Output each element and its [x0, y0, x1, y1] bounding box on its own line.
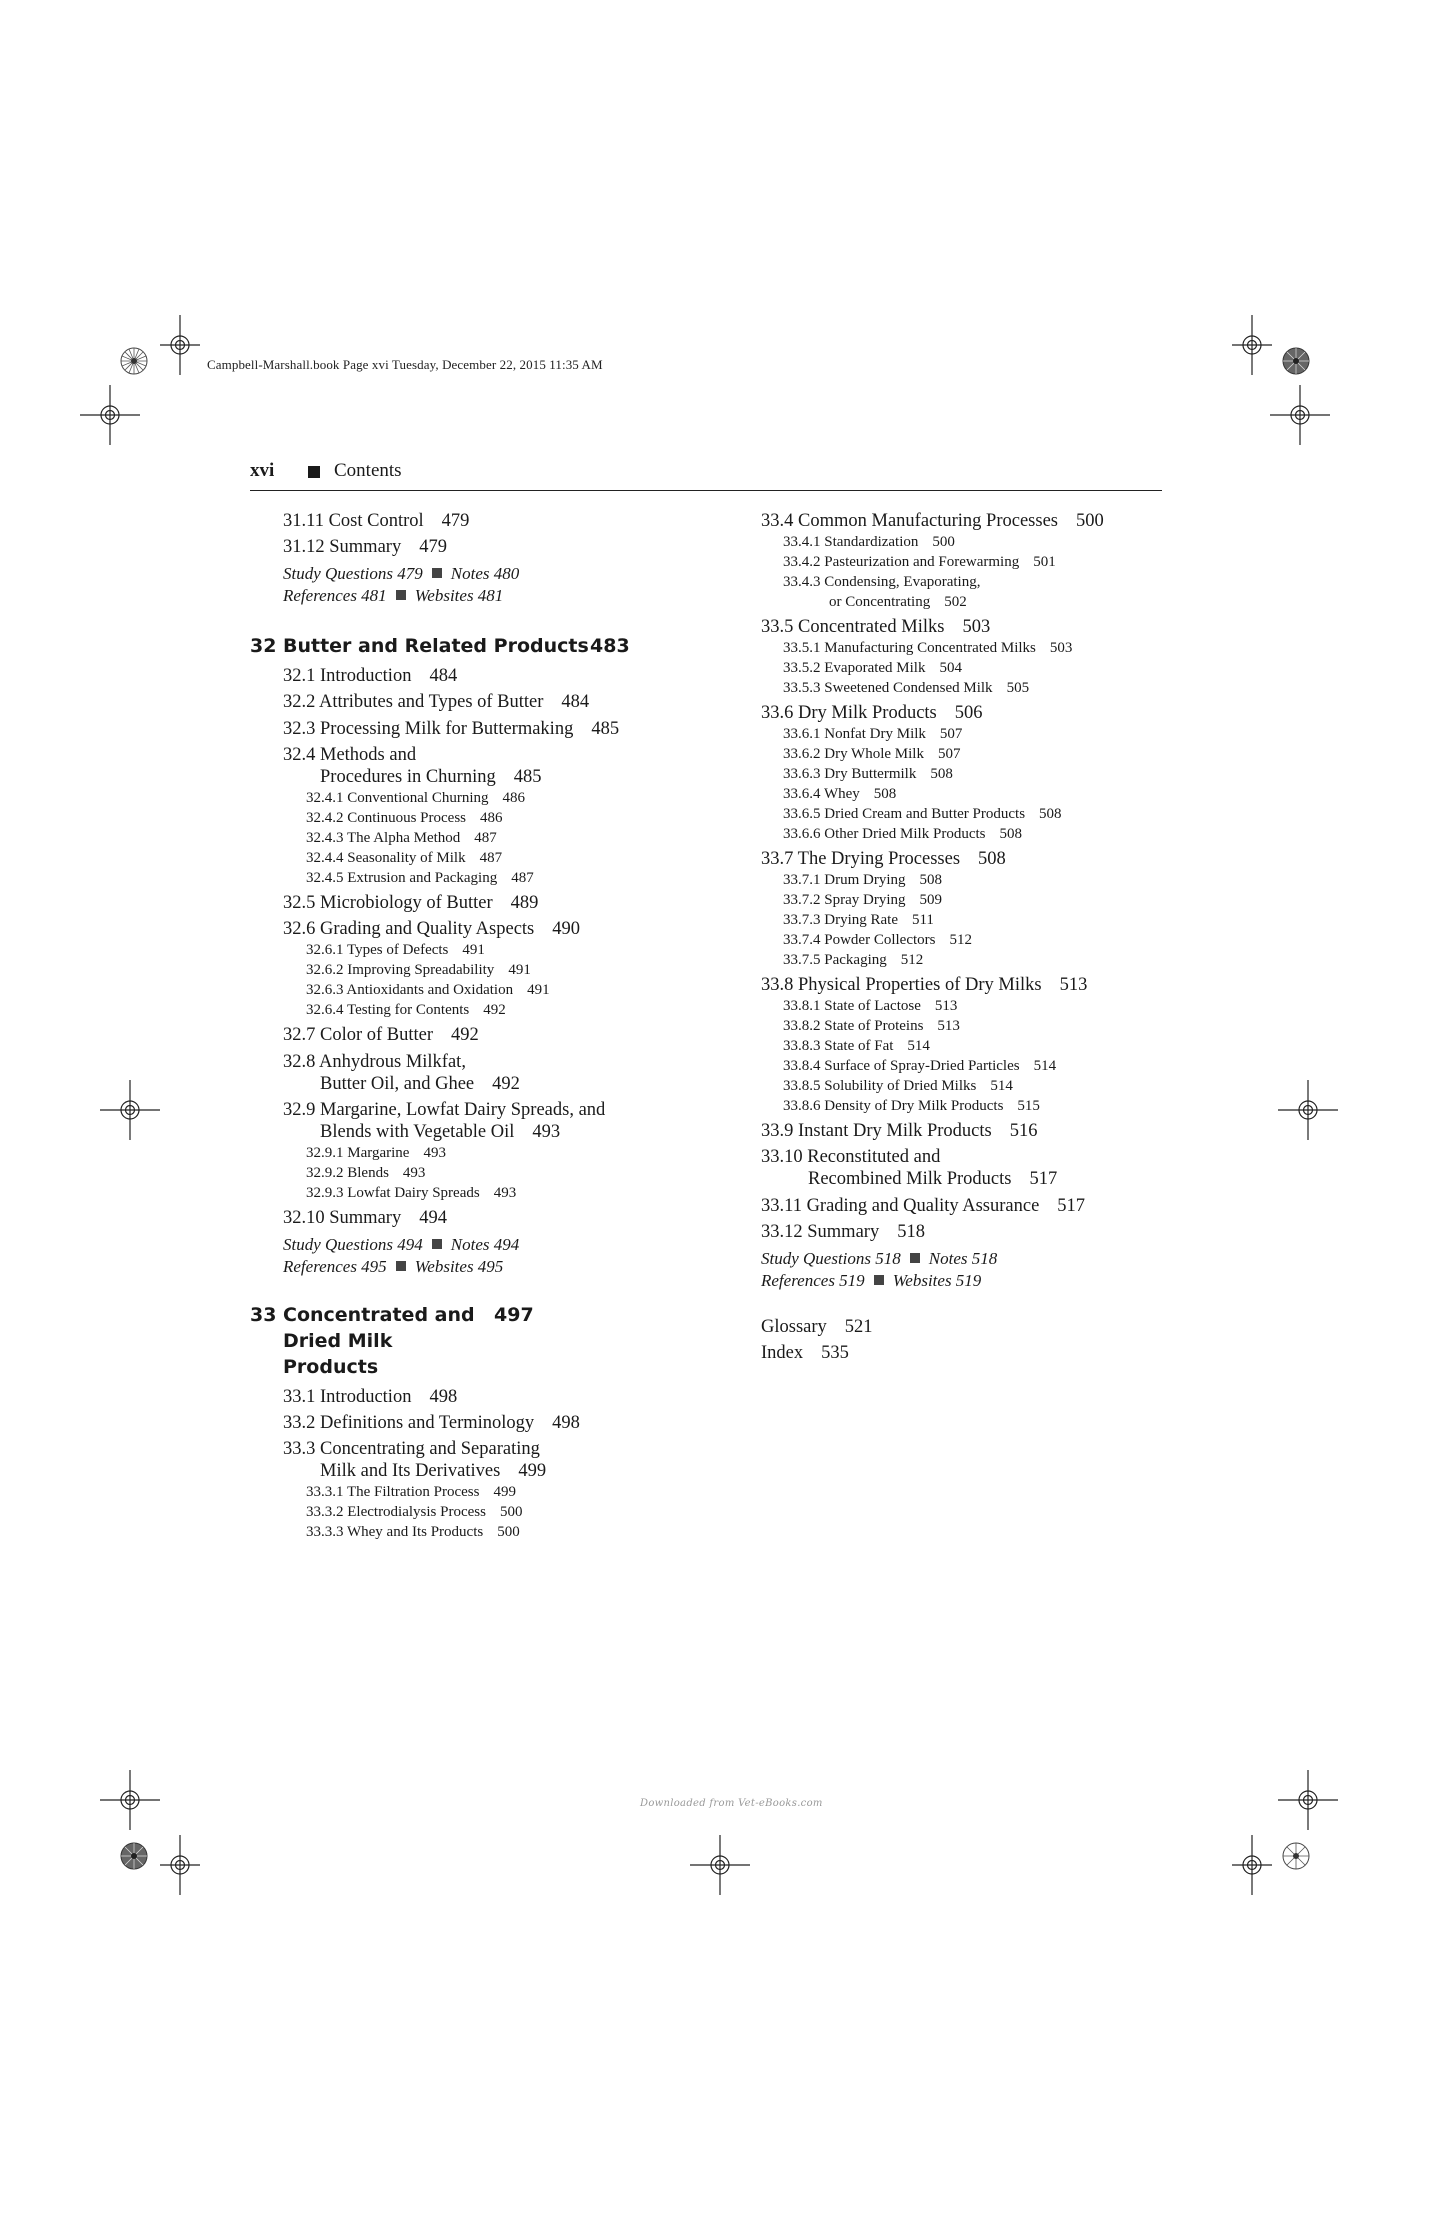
index-entry[interactable]: Index 535 — [761, 1342, 849, 1363]
toc-entry[interactable]: 33.6 Dry Milk Products 506 — [761, 703, 983, 723]
toc-subentry[interactable]: 32.4.5 Extrusion and Packaging 487 — [306, 869, 534, 886]
crosshair-mark-icon — [100, 1770, 160, 1830]
study-line: References 495 Websites 495 — [283, 1256, 504, 1276]
chapter-heading[interactable]: 33 Concentrated and Dried Milk Products 497 — [250, 1303, 534, 1378]
print-slug: Campbell-Marshall.book Page xvi Tuesday, December 22, 2015 11:35 AM — [207, 357, 603, 372]
toc-subentry[interactable]: 33.3.1 The Filtration Process 499 — [306, 1484, 516, 1501]
toc-subentry[interactable]: 33.5.3 Sweetened Condensed Milk 505 — [783, 680, 1030, 696]
study-line: Study Questions 518 Notes 518 — [761, 1248, 998, 1268]
registration-target-icon — [118, 345, 150, 377]
toc-entry[interactable]: 33.3 Concentrating and Separating Milk and Its Derivatives 499 — [283, 1439, 547, 1482]
page-folio: xvi — [250, 460, 275, 481]
registration-target-icon — [1280, 345, 1312, 377]
square-bullet-icon — [396, 1261, 406, 1271]
toc-subentry[interactable]: 33.4.1 Standardization 500 — [783, 534, 955, 550]
toc-subentry[interactable]: 32.4.1 Conventional Churning 486 — [306, 789, 525, 806]
study-line: Study Questions 479 Notes 480 — [283, 563, 520, 583]
toc-subentry[interactable]: 33.7.4 Powder Collectors 512 — [783, 932, 972, 948]
toc-subentry[interactable]: 33.6.6 Other Dried Milk Products 508 — [783, 826, 1022, 842]
toc-subentry[interactable]: 33.8.6 Density of Dry Milk Products 515 — [783, 1098, 1040, 1114]
toc-subentry[interactable]: 33.8.4 Surface of Spray-Dried Particles 514 — [783, 1058, 1057, 1074]
toc-entry[interactable]: 32.9 Margarine, Lowfat Dairy Spreads, and Blends with Vegetable Oil 493 — [283, 1100, 606, 1143]
square-bullet-icon — [396, 590, 406, 600]
toc-entry[interactable]: 31.12 Summary 479 — [283, 537, 447, 558]
registration-target-icon — [1280, 1840, 1312, 1872]
toc-right-column — [761, 510, 1181, 1366]
square-bullet-icon — [874, 1275, 884, 1285]
crosshair-mark-icon — [1270, 385, 1330, 445]
study-line: References 481 Websites 481 — [283, 585, 504, 605]
toc-subentry[interactable]: 32.4.3 The Alpha Method 487 — [306, 829, 497, 846]
study-line: References 519 Websites 519 — [761, 1270, 982, 1290]
toc-subentry[interactable]: 32.6.1 Types of Defects 491 — [306, 942, 485, 959]
toc-subentry[interactable]: 32.9.3 Lowfat Dairy Spreads 493 — [306, 1185, 517, 1202]
toc-entry[interactable]: 32.1 Introduction 484 — [283, 665, 458, 686]
crosshair-mark-icon — [100, 1080, 160, 1140]
chapter-heading[interactable]: 32 Butter and Related Products 483 — [250, 634, 630, 657]
toc-subentry[interactable]: 33.7.5 Packaging 512 — [783, 952, 924, 968]
toc-subentry[interactable]: 33.6.3 Dry Buttermilk 508 — [783, 766, 953, 782]
toc-entry[interactable]: 33.4 Common Manufacturing Processes 500 — [761, 511, 1104, 531]
toc-entry[interactable]: 33.5 Concentrated Milks 503 — [761, 617, 991, 637]
toc-entry[interactable]: 33.12 Summary 518 — [761, 1222, 925, 1243]
crosshair-mark-icon — [1232, 315, 1272, 375]
square-bullet-icon — [910, 1253, 920, 1263]
toc-subentry[interactable]: 33.6.5 Dried Cream and Butter Products 508 — [783, 806, 1062, 822]
toc-subentry[interactable]: 33.3.3 Whey and Its Products 500 — [306, 1524, 520, 1541]
toc-subentry[interactable]: 33.7.1 Drum Drying 508 — [783, 872, 942, 888]
glossary-entry[interactable]: Glossary 521 — [761, 1316, 873, 1337]
toc-subentry[interactable]: 33.6.4 Whey 508 — [783, 786, 897, 802]
toc-subentry[interactable]: 33.5.2 Evaporated Milk 504 — [783, 660, 962, 676]
toc-subentry[interactable]: 33.4.2 Pasteurization and Forewarming 501 — [783, 554, 1056, 570]
toc-entry[interactable]: 32.2 Attributes and Types of Butter 484 — [283, 692, 590, 713]
crosshair-mark-icon — [1232, 1835, 1272, 1895]
crosshair-mark-icon — [80, 385, 140, 445]
toc-entry[interactable]: 33.8 Physical Properties of Dry Milks 513 — [761, 975, 1088, 995]
toc-entry[interactable]: 32.5 Microbiology of Butter 489 — [283, 892, 539, 913]
toc-subentry[interactable]: 32.6.3 Antioxidants and Oxidation 491 — [306, 982, 550, 999]
toc-subentry[interactable]: 33.8.3 State of Fat 514 — [783, 1038, 930, 1054]
toc-subentry[interactable]: 33.4.3 Condensing, Evaporating, or Concentrating 502 — [783, 574, 981, 610]
toc-entry[interactable]: 33.10 Reconstituted and Recombined Milk Products 517 — [761, 1147, 1058, 1190]
toc-entry[interactable]: 32.10 Summary 494 — [283, 1208, 447, 1229]
square-bullet-icon — [432, 568, 442, 578]
toc-entry[interactable]: 32.6 Grading and Quality Aspects 490 — [283, 919, 580, 940]
toc-subentry[interactable]: 33.8.2 State of Proteins 513 — [783, 1018, 960, 1034]
toc-entry[interactable]: 32.4 Methods and Procedures in Churning 485 — [283, 744, 542, 787]
toc-subentry[interactable]: 33.5.1 Manufacturing Concentrated Milks 503 — [783, 640, 1073, 656]
toc-subentry[interactable]: 33.6.2 Dry Whole Milk 507 — [783, 746, 961, 762]
toc-subentry[interactable]: 33.7.2 Spray Drying 509 — [783, 892, 942, 908]
crosshair-mark-icon — [1278, 1080, 1338, 1140]
toc-subentry[interactable]: 32.6.2 Improving Spreadability 491 — [306, 962, 531, 979]
toc-subentry[interactable]: 33.8.1 State of Lactose 513 — [783, 998, 958, 1014]
toc-subentry[interactable]: 33.3.2 Electrodialysis Process 500 — [306, 1504, 523, 1521]
toc-entry[interactable]: 33.9 Instant Dry Milk Products 516 — [761, 1121, 1038, 1141]
toc-subentry[interactable]: 32.4.4 Seasonality of Milk 487 — [306, 849, 503, 866]
toc-entry[interactable]: 33.1 Introduction 498 — [283, 1386, 458, 1407]
section-title: Contents — [334, 460, 402, 481]
study-line: Study Questions 494 Notes 494 — [283, 1234, 520, 1254]
toc-entry[interactable]: 31.11 Cost Control 479 — [283, 511, 470, 531]
toc-entry[interactable]: 33.2 Definitions and Terminology 498 — [283, 1412, 580, 1433]
toc-subentry[interactable]: 33.7.3 Drying Rate 511 — [783, 912, 934, 928]
crosshair-mark-icon — [160, 1835, 200, 1895]
toc-subentry[interactable]: 33.8.5 Solubility of Dried Milks 514 — [783, 1078, 1013, 1094]
crosshair-mark-icon — [160, 315, 200, 375]
toc-subentry[interactable]: 32.9.2 Blends 493 — [306, 1165, 426, 1182]
running-head — [250, 460, 1162, 491]
toc-subentry[interactable]: 33.6.1 Nonfat Dry Milk 507 — [783, 726, 963, 742]
crosshair-mark-icon — [1278, 1770, 1338, 1830]
download-source-note: Downloaded from Vet-eBooks.com — [640, 1798, 823, 1809]
toc-entry[interactable]: 32.3 Processing Milk for Buttermaking 485 — [283, 718, 620, 739]
toc-entry[interactable]: 32.8 Anhydrous Milkfat, Butter Oil, and Ghee 492 — [283, 1051, 520, 1094]
registration-target-icon — [118, 1840, 150, 1872]
toc-subentry[interactable]: 32.6.4 Testing for Contents 492 — [306, 1002, 506, 1019]
square-bullet-icon — [308, 466, 320, 478]
toc-entry[interactable]: 33.7 The Drying Processes 508 — [761, 849, 1006, 869]
square-bullet-icon — [432, 1239, 442, 1249]
crosshair-mark-icon — [690, 1835, 750, 1895]
toc-subentry[interactable]: 32.9.1 Margarine 493 — [306, 1145, 446, 1162]
toc-entry[interactable]: 33.11 Grading and Quality Assurance 517 — [761, 1195, 1086, 1216]
toc-entry[interactable]: 32.7 Color of Butter 492 — [283, 1025, 479, 1046]
toc-left-column — [250, 510, 640, 1542]
toc-subentry[interactable]: 32.4.2 Continuous Process 486 — [306, 809, 503, 826]
